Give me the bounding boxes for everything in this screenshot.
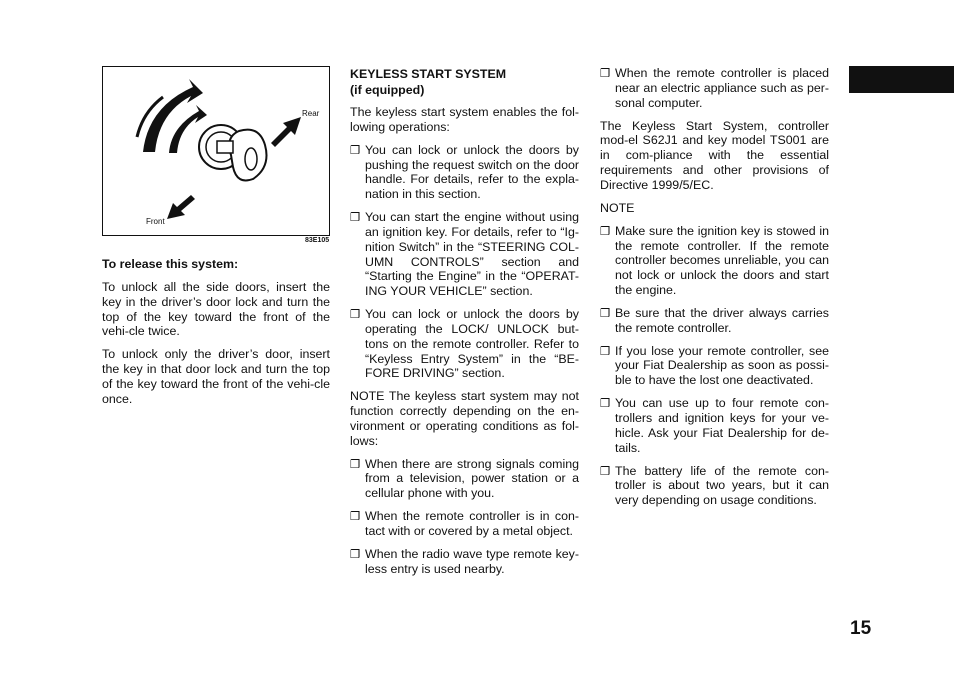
key-blade (217, 141, 233, 153)
compliance-paragraph: The Keyless Start System, controller mod-el S62J1 and key model TS001 are in com-pliance with the essential requirements and other provisions of Directive 1999/5/EC. (600, 118, 829, 192)
section-title: KEYLESS START SYSTEM (350, 67, 507, 81)
section-heading (350, 66, 579, 98)
list-item: ❐ You can start the engine without using an ignition key. For details, refer to “Ig-nition Switch” in the “STEERING COL-UMN CONTROLS” section and “Starting the Engine” in the “OPERAT-ING YOUR VEHICLE” section. (350, 210, 579, 299)
release-paragraph-2: To unlock only the driver’s door, insert the key in that door lock and turn the top of the key toward the front of the vehi-cle once. (102, 347, 330, 406)
list-item: ❐ You can use up to four remote con-trollers and ignition keys for your ve-hicle. Ask your Fiat Dealership for de-tails. (600, 396, 829, 455)
checkbox-bullet-icon: ❐ (600, 343, 611, 358)
page-number: 15 (850, 618, 872, 639)
note-paragraph: NOTE The keyless start system may not function correctly depending on the en-vironment or operating conditions as fol-lows: (350, 389, 579, 448)
checkbox-bullet-icon: ❐ (350, 547, 361, 562)
key-turning-diagram (103, 67, 331, 237)
figure-code: 83E105 (305, 237, 330, 244)
list-item: ❐ When there are strong signals coming from a television, power station or a cellular phone with you. (350, 456, 579, 501)
list-item: ❐ If you lose your remote controller, see your Fiat Dealership as soon as possi-ble to have the lost one deactivated. (600, 343, 829, 388)
checkbox-bullet-icon: ❐ (600, 66, 611, 80)
list-item: ❐ The battery life of the remote con-troller is about two years, but it can very depending on usage conditions. (600, 463, 829, 508)
key-lock-illustration (102, 66, 330, 236)
list-item: ❐ Be sure that the driver always carries the remote controller. (600, 305, 829, 335)
key-hole (245, 148, 257, 170)
checkbox-bullet-icon: ❐ (600, 305, 611, 320)
list-item: ❐ You can lock or unlock the doors by operating the LOCK/ UNLOCK but-tons on the remote controller. Refer to “Keyless Entry System” in the “BE-FORE DRIVING” section. (350, 307, 579, 381)
column-left (102, 257, 330, 415)
list-item: ❐ When the radio wave type remote key-less entry is used nearby. (350, 547, 579, 576)
checkbox-bullet-icon: ❐ (350, 307, 361, 322)
section-subtitle: (if equipped) (350, 83, 425, 97)
list-item: ❐ Make sure the ignition key is stowed in the remote controller. If the remote controller becomes unreliable, you can not lock or unlock the doors and start the engine. (600, 223, 829, 297)
checkbox-bullet-icon: ❐ (350, 142, 361, 157)
rear-arrow-icon (271, 117, 301, 147)
front-arrow-icon (167, 195, 195, 219)
list-item: ❐ You can lock or unlock the doors by pushing the request switch on the door handle. For details, refer to the expla-nation in this section. (350, 142, 579, 202)
list-item: ❐ When the remote controller is placed near an electric appliance such as per-sonal computer. (600, 66, 829, 110)
checkbox-bullet-icon: ❐ (350, 456, 361, 471)
checkbox-bullet-icon: ❐ (600, 463, 611, 478)
column-right (600, 66, 829, 516)
checkbox-bullet-icon: ❐ (350, 210, 361, 225)
rear-label: Rear (302, 109, 320, 118)
release-subheading: To release this system: (102, 257, 239, 271)
intro-paragraph: The keyless start system enables the fol-lowing operations: (350, 105, 579, 134)
checkbox-bullet-icon: ❐ (600, 223, 611, 238)
front-label: Front (146, 217, 165, 226)
checkbox-bullet-icon: ❐ (600, 396, 611, 411)
release-paragraph-1: To unlock all the side doors, insert the key in the driver’s door lock and turn the top of the key toward the front of the vehi-cle twice. (102, 279, 330, 339)
section-tab (849, 66, 954, 93)
checkbox-bullet-icon: ❐ (350, 509, 361, 524)
list-item: ❐ When the remote controller is in con-tact with or covered by a metal object. (350, 509, 579, 539)
column-middle (350, 66, 579, 585)
note-label: NOTE (600, 200, 635, 215)
